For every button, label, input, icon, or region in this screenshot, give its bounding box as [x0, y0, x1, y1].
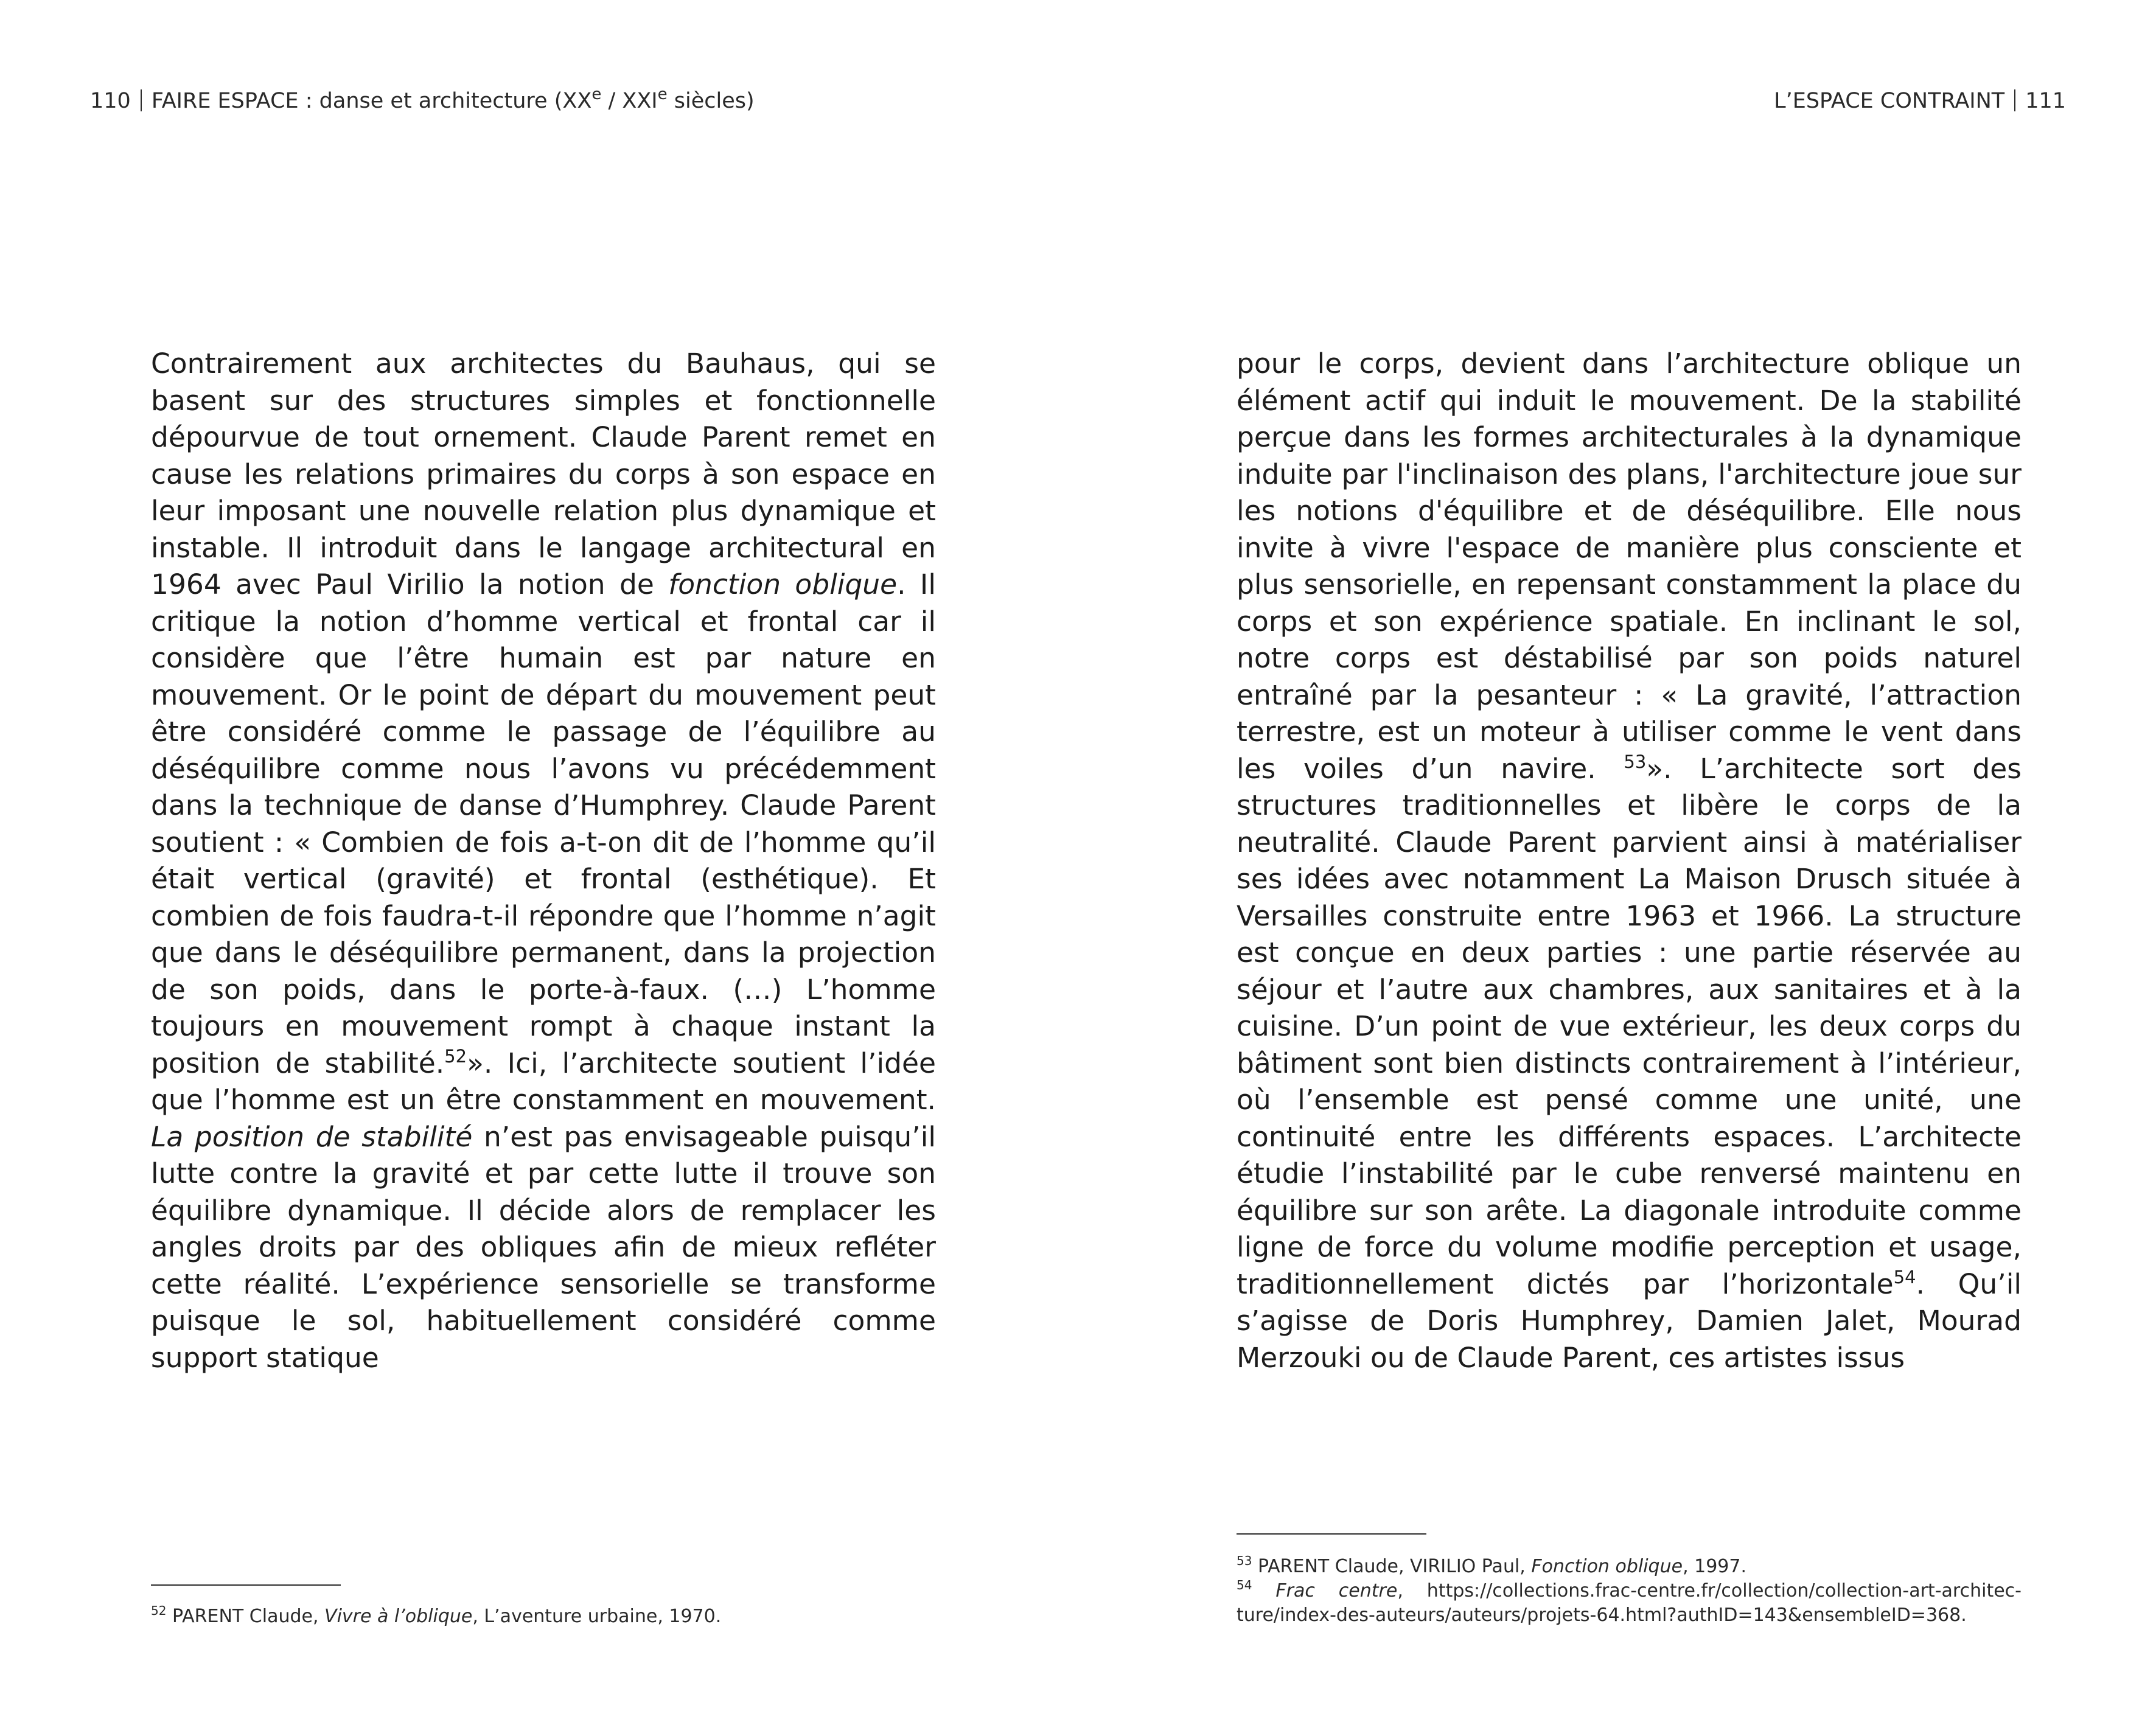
italic-term: La position de stabilité [151, 1120, 473, 1153]
footnote-divider [151, 1584, 341, 1586]
running-head-right [1774, 86, 2066, 116]
header-divider [2014, 89, 2015, 111]
page-number: 110 [90, 89, 131, 113]
body-paragraph-left: Contrairement aux architectes du Bauhaus, qui se basent sur des structures simples et fonctionnelle dépourvue de tout ornement. Claude Parent remet en cause les relations primaires du corps à son espace en leur imposant une nouvelle relation plus dynamique et instable. Il introduit dans le langage architectural en 1964 avec Paul Virilio la notion de fonction oblique. Il critique la notion d’homme vertical et frontal car il considère que l’être humain est par nature en mouvement. Or le point de départ du mouvement peut être considéré comme le passage de l’équilibre au déséquilibre comme nous l’avons vu précédemment dans la technique de danse d’Humphrey. Claude Parent soutient : « Combien de fois a-t-on dit de l’homme qu’il était vertical (gravité) et frontal (esthétique). Et combien de fois faudra-t-il répondre que l’homme n’agit que dans le déséquilibre permanent, dans la projection de son poids, dans le porte-à-faux. (…) L’homme toujours en mouvement rompt à chaque instant la position de stabilité.$^{52}$». Ici, l’architecte soutient l’idée que l’homme est un être constamment en mouvement. La position de stabilité n’est pas envisageable puisqu’il lutte contre la gravité et par cette lutte il trouve son équilibre dynamique. Il décide alors de remplacer les angles droits par des obliques afin de mieux refléter cette réalité. L’expérience sensorielle se transforme puisque le sol, habituellement considéré comme support statique [151, 347, 936, 1374]
running-head-left [90, 86, 755, 116]
section-title: L’ESPACE CONTRAINT [1774, 89, 2005, 113]
page-number: 111 [2025, 89, 2066, 113]
footnote: $^{54}$ Frac centre, https://collections.frac-centre.fr/collection/collection-art-architec-ture/index-des-auteurs/auteurs/projets-64.html?authID=143&ensembleID=368. [1237, 1578, 2022, 1626]
footnote: $^{53}$ PARENT Claude, VIRILIO Paul, Fonction oblique, 1997. [1237, 1553, 1747, 1577]
footnotes-right [1237, 1555, 2022, 1628]
right-page [1078, 0, 2156, 1725]
footnote-divider [1237, 1533, 1426, 1535]
book-title: FAIRE ESPACE : danse et architecture (XXe / XXIe siècles) [151, 85, 755, 113]
body-paragraph-right: pour le corps, devient dans l’architecture oblique un élément actif qui induit le mouvement. De la stabilité perçue dans les formes architecturales à la dynamique induite par l'inclinaison des plans, l'architecture joue sur les notions d'équilibre et de déséquilibre. Elle nous invite à vivre l'espace de manière plus consciente et plus sensorielle, en repensant constamment la place du corps et son expérience spatiale. En inclinant le sol, notre corps est déstabilisé par son poids naturel entraîné par la pesanteur : « La gravité, l’attraction terrestre, est un moteur à utiliser comme le vent dans les voiles d’un navire. $^{53}$». L’architecte sort des structures traditionnelles et libère le corps de la neutralité. Claude Parent parvient ainsi à matérialiser ses idées avec notamment La Maison Drusch située à Versailles construite entre 1963 et 1966. La structure est conçue en deux parties : une partie réservée au séjour et l’autre aux chambres, aux sanitaires et à la cuisine. D’un point de vue extérieur, les deux corps du bâtiment sont bien distincts contrairement à l’intérieur, où l’ensemble est pensé comme une unité, une continuité entre les différents espaces. L’architecte étudie l’instabilité par le cube renversé maintenu en équilibre sur son arête. La diagonale introduite comme ligne de force du volume modifie perception et usage, traditionnellement dictés par l’horizontale$^{54}$. Qu’il s’agisse de Doris Humphrey, Damien Jalet, Mourad Merzouki ou de Claude Parent, ces artistes issus [1237, 347, 2022, 1374]
header-divider [141, 89, 142, 111]
italic-term: fonction oblique [668, 568, 898, 601]
footnote-ref: 54 [1893, 1266, 1916, 1288]
footnote-ref: 52 [444, 1045, 467, 1067]
footnotes-left [151, 1605, 936, 1629]
footnote-ref: 53 [1624, 751, 1647, 772]
footnote: $^{52}$ PARENT Claude, Vivre à l’oblique, L’aventure urbaine, 1970. [151, 1603, 722, 1627]
